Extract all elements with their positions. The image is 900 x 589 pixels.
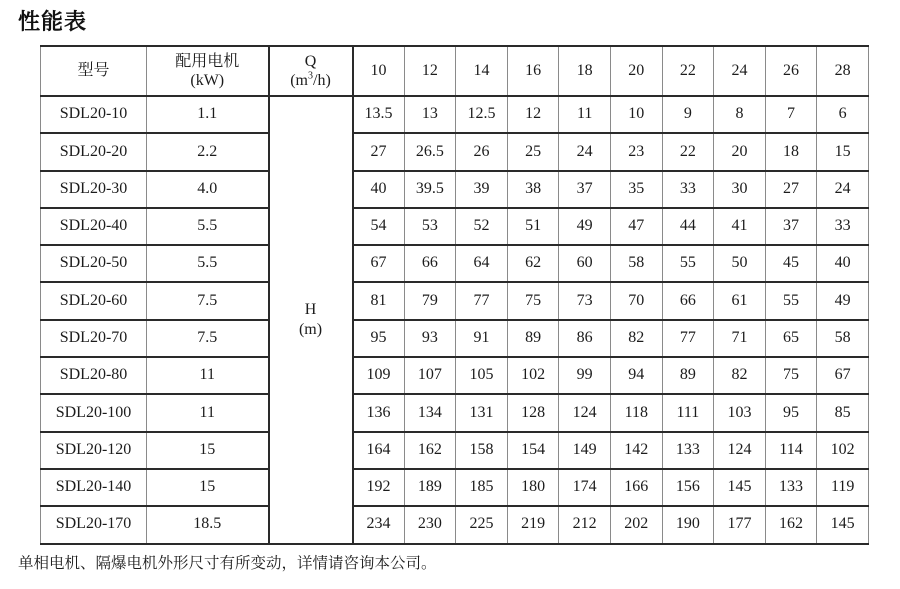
value-cell: 192: [353, 469, 405, 506]
value-cell: 60: [559, 245, 611, 282]
value-cell: 134: [404, 394, 456, 431]
value-cell: 58: [817, 320, 869, 357]
table-row: [41, 133, 869, 170]
value-cell: 77: [456, 282, 508, 319]
value-cell: 95: [765, 394, 817, 431]
value-cell: 73: [559, 282, 611, 319]
value-cell: 95: [353, 320, 405, 357]
header-flow-10: 10: [353, 46, 405, 96]
value-cell: 66: [404, 245, 456, 282]
value-cell: 66: [662, 282, 714, 319]
value-cell: 77: [662, 320, 714, 357]
power-cell: 15: [147, 432, 269, 469]
value-cell: 82: [610, 320, 662, 357]
header-flow-18: 18: [559, 46, 611, 96]
value-cell: 35: [610, 171, 662, 208]
power-cell: 11: [147, 357, 269, 394]
flow-unit: $(m^3/h)$: [290, 70, 331, 89]
flow-unit-exponent: 3: [308, 70, 313, 82]
value-cell: 131: [456, 394, 508, 431]
power-cell: 11: [147, 394, 269, 431]
header-motor-unit: (kW): [190, 72, 225, 89]
value-cell: 166: [610, 469, 662, 506]
value-cell: 142: [610, 432, 662, 469]
model-cell: SDL20-140: [41, 469, 147, 506]
power-cell: 5.5: [147, 245, 269, 282]
value-cell: 39: [456, 171, 508, 208]
value-cell: 53: [404, 208, 456, 245]
value-cell: 44: [662, 208, 714, 245]
value-cell: 47: [610, 208, 662, 245]
value-cell: 20: [714, 133, 766, 170]
value-cell: 189: [404, 469, 456, 506]
value-cell: 49: [817, 282, 869, 319]
value-cell: 23: [610, 133, 662, 170]
value-cell: 33: [817, 208, 869, 245]
value-cell: 24: [559, 133, 611, 170]
value-cell: 40: [817, 245, 869, 282]
header-flow-22: 22: [662, 46, 714, 96]
value-cell: 22: [662, 133, 714, 170]
value-cell: 133: [765, 469, 817, 506]
value-cell: 10: [610, 96, 662, 133]
value-cell: 136: [353, 394, 405, 431]
value-cell: 71: [714, 320, 766, 357]
power-cell: 18.5: [147, 506, 269, 543]
head-unit: (m): [298, 320, 323, 338]
value-cell: 103: [714, 394, 766, 431]
value-cell: 109: [353, 357, 405, 394]
value-cell: 156: [662, 469, 714, 506]
header-flow-16: 16: [507, 46, 559, 96]
power-cell: 7.5: [147, 320, 269, 357]
header-flow-14: 14: [456, 46, 508, 96]
table-row: [41, 320, 869, 357]
value-cell: 89: [662, 357, 714, 394]
power-cell: 1.1: [147, 96, 269, 133]
value-cell: 102: [817, 432, 869, 469]
value-cell: 37: [765, 208, 817, 245]
table-row: [41, 96, 869, 133]
value-cell: 86: [559, 320, 611, 357]
model-cell: SDL20-20: [41, 133, 147, 170]
value-cell: 18: [765, 133, 817, 170]
header-motor-label: 配用电机: [175, 52, 240, 70]
value-cell: 225: [456, 506, 508, 543]
table-row: [41, 357, 869, 394]
power-cell: 5.5: [147, 208, 269, 245]
value-cell: 40: [353, 171, 405, 208]
power-cell: 4.0: [147, 171, 269, 208]
header-flow-20: 20: [610, 46, 662, 96]
value-cell: 24: [817, 171, 869, 208]
performance-table: [40, 45, 869, 545]
value-cell: 27: [353, 133, 405, 170]
value-cell: 25: [507, 133, 559, 170]
value-cell: 27: [765, 171, 817, 208]
table-row: [41, 245, 869, 282]
value-cell: 102: [507, 357, 559, 394]
value-cell: 99: [559, 357, 611, 394]
value-cell: 67: [817, 357, 869, 394]
table-row: [41, 171, 869, 208]
value-cell: 185: [456, 469, 508, 506]
value-cell: 26.5: [404, 133, 456, 170]
value-cell: 230: [404, 506, 456, 543]
value-cell: 13.5: [353, 96, 405, 133]
value-cell: 58: [610, 245, 662, 282]
value-cell: 12.5: [456, 96, 508, 133]
value-cell: 107: [404, 357, 456, 394]
value-cell: 79: [404, 282, 456, 319]
value-cell: 6: [817, 96, 869, 133]
value-cell: 145: [817, 506, 869, 543]
header-flow-q: [269, 46, 353, 96]
power-cell: 15: [147, 469, 269, 506]
value-cell: 7: [765, 96, 817, 133]
value-cell: 45: [765, 245, 817, 282]
table-row: [41, 432, 869, 469]
value-cell: 145: [714, 469, 766, 506]
header-flow-28: 28: [817, 46, 869, 96]
value-cell: 149: [559, 432, 611, 469]
value-cell: 8: [714, 96, 766, 133]
header-motor-power: [147, 46, 269, 96]
table-row: [41, 208, 869, 245]
page-title: 性能表: [18, 9, 88, 34]
value-cell: 51: [507, 208, 559, 245]
value-cell: 13: [404, 96, 456, 133]
value-cell: 52: [456, 208, 508, 245]
value-cell: 180: [507, 469, 559, 506]
value-cell: 61: [714, 282, 766, 319]
footer-note: 单相电机、隔爆电机外形尺寸有所变动，详情请咨询本公司。: [18, 555, 437, 572]
model-cell: SDL20-60: [41, 282, 147, 319]
value-cell: 75: [765, 357, 817, 394]
model-cell: SDL20-30: [41, 171, 147, 208]
value-cell: 11: [559, 96, 611, 133]
header-flow-26: 26: [765, 46, 817, 96]
value-cell: 81: [353, 282, 405, 319]
table-row: [41, 394, 869, 431]
value-cell: 154: [507, 432, 559, 469]
value-cell: 133: [662, 432, 714, 469]
value-cell: 219: [507, 506, 559, 543]
power-cell: 7.5: [147, 282, 269, 319]
value-cell: 82: [714, 357, 766, 394]
header-row: [41, 46, 869, 96]
value-cell: 50: [714, 245, 766, 282]
table-body: [41, 96, 869, 544]
model-cell: SDL20-50: [41, 245, 147, 282]
value-cell: 39.5: [404, 171, 456, 208]
model-cell: SDL20-80: [41, 357, 147, 394]
value-cell: 177: [714, 506, 766, 543]
model-cell: SDL20-10: [41, 96, 147, 133]
value-cell: 89: [507, 320, 559, 357]
value-cell: 164: [353, 432, 405, 469]
head-symbol: H: [304, 300, 317, 318]
value-cell: 9: [662, 96, 714, 133]
model-cell: SDL20-100: [41, 394, 147, 431]
header-flow-24: 24: [714, 46, 766, 96]
value-cell: 33: [662, 171, 714, 208]
value-cell: 124: [559, 394, 611, 431]
model-cell: SDL20-170: [41, 506, 147, 543]
value-cell: 26: [456, 133, 508, 170]
value-cell: 128: [507, 394, 559, 431]
table-row: [41, 506, 869, 543]
value-cell: 119: [817, 469, 869, 506]
value-cell: 75: [507, 282, 559, 319]
head-unit-merged-cell: [269, 96, 353, 544]
value-cell: 64: [456, 245, 508, 282]
table-row: [41, 282, 869, 319]
header-flow-12: 12: [404, 46, 456, 96]
value-cell: 30: [714, 171, 766, 208]
value-cell: 91: [456, 320, 508, 357]
value-cell: 174: [559, 469, 611, 506]
value-cell: 94: [610, 357, 662, 394]
value-cell: 93: [404, 320, 456, 357]
value-cell: 212: [559, 506, 611, 543]
value-cell: 162: [404, 432, 456, 469]
value-cell: 114: [765, 432, 817, 469]
value-cell: 162: [765, 506, 817, 543]
value-cell: 67: [353, 245, 405, 282]
value-cell: 85: [817, 394, 869, 431]
value-cell: 38: [507, 171, 559, 208]
value-cell: 118: [610, 394, 662, 431]
value-cell: 62: [507, 245, 559, 282]
table-row: [41, 469, 869, 506]
value-cell: 190: [662, 506, 714, 543]
value-cell: 15: [817, 133, 869, 170]
value-cell: 111: [662, 394, 714, 431]
value-cell: 41: [714, 208, 766, 245]
model-cell: SDL20-70: [41, 320, 147, 357]
header-model: 型号: [41, 46, 147, 96]
value-cell: 49: [559, 208, 611, 245]
value-cell: 55: [765, 282, 817, 319]
flow-symbol: Q: [304, 52, 317, 70]
model-cell: SDL20-40: [41, 208, 147, 245]
value-cell: 124: [714, 432, 766, 469]
model-cell: SDL20-120: [41, 432, 147, 469]
value-cell: 12: [507, 96, 559, 133]
value-cell: 234: [353, 506, 405, 543]
value-cell: 158: [456, 432, 508, 469]
value-cell: 65: [765, 320, 817, 357]
value-cell: 37: [559, 171, 611, 208]
value-cell: 55: [662, 245, 714, 282]
value-cell: 70: [610, 282, 662, 319]
value-cell: 54: [353, 208, 405, 245]
power-cell: 2.2: [147, 133, 269, 170]
value-cell: 202: [610, 506, 662, 543]
value-cell: 105: [456, 357, 508, 394]
